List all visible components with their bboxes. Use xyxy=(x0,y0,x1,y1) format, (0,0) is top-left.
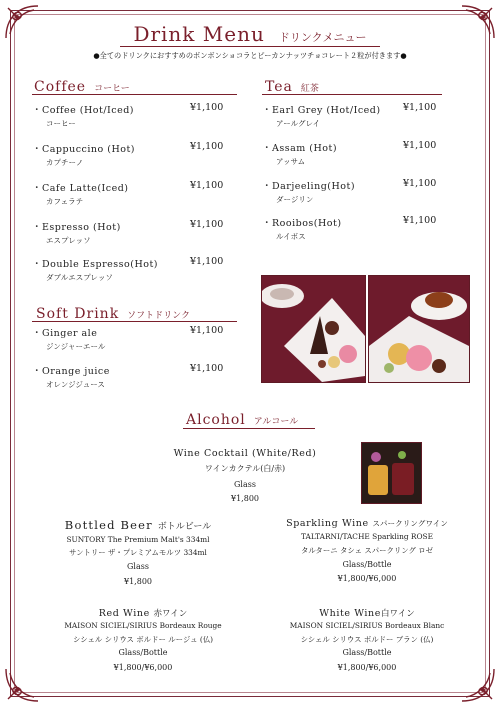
menu-item: ・Coffee (Hot/Iced) コーヒー xyxy=(32,105,134,128)
title-divider xyxy=(120,46,380,47)
cocktail-photo xyxy=(361,442,422,504)
menu-price: ¥1,100 xyxy=(190,256,224,267)
red-wine-title: Red Wine xyxy=(98,608,150,619)
sparkling-title-jp: スパークリングワイン xyxy=(372,519,448,528)
white-wine-price: ¥1,800/¥6,000 xyxy=(337,663,397,672)
menu-item: ・Cafe Latte(Iced) カフェラテ xyxy=(32,183,129,206)
red-wine-unit: Glass/Bottle xyxy=(118,648,168,657)
menu-item: ・Double Espresso(Hot) ダブルエスプレッソ xyxy=(32,259,158,282)
menu-price: ¥1,100 xyxy=(403,178,437,189)
sparkling-price: ¥1,800/¥6,000 xyxy=(337,574,397,583)
white-wine-unit: Glass/Bottle xyxy=(342,648,392,657)
corner-ornament-icon xyxy=(4,667,40,703)
coffee-title: Coffee xyxy=(34,79,87,95)
beer-brand-jp: サントリー ザ・プレミアムモルツ 334ml xyxy=(69,548,207,557)
cocktail-name: Wine Cocktail (White/Red) xyxy=(173,448,317,459)
white-wine-title-jp: 白ワイン xyxy=(381,609,415,619)
menu-price: ¥1,100 xyxy=(190,102,224,113)
alcohol-divider xyxy=(183,428,315,429)
tea-title-jp: 紅茶 xyxy=(300,84,319,94)
coffee-divider xyxy=(32,94,237,95)
title-jp: ドリンクメニュー xyxy=(278,31,367,44)
menu-item: ・Darjeeling(Hot) ダージリン xyxy=(262,181,356,204)
red-wine-price: ¥1,800/¥6,000 xyxy=(113,663,173,672)
white-wine-title: White Wine xyxy=(319,608,381,619)
menu-item: ・Cappuccino (Hot) カプチーノ xyxy=(32,144,135,167)
menu-price: ¥1,100 xyxy=(190,219,224,230)
dessert-photo-2 xyxy=(368,275,470,383)
sparkling-brand: TALTARNI/TACHE Sparkling ROSE xyxy=(300,532,434,541)
white-wine-brand: MAISON SICIEL/SIRIUS Bordeaux Blanc xyxy=(289,621,445,630)
beer-unit: Glass xyxy=(127,562,149,571)
title-en: Drink Menu xyxy=(133,22,265,46)
menu-item: ・Espresso (Hot) エスプレッソ xyxy=(32,222,121,245)
red-wine-brand: MAISON SICIEL/SIRIUS Bordeaux Rouge xyxy=(64,621,222,630)
beer-heading xyxy=(38,518,238,532)
menu-price: ¥1,100 xyxy=(190,325,224,336)
menu-item: ・Ginger ale ジンジャーエール xyxy=(32,328,106,351)
sparkling-unit: Glass/Bottle xyxy=(342,560,392,569)
alcohol-heading xyxy=(186,409,298,428)
menu-price: ¥1,100 xyxy=(190,180,224,191)
sparkling-heading xyxy=(262,518,472,529)
menu-price: ¥1,100 xyxy=(190,141,224,152)
beer-title-jp: ボトルビール xyxy=(157,522,212,532)
soft-drink-heading xyxy=(36,303,190,322)
menu-price: ¥1,100 xyxy=(403,215,437,226)
soft-drink-divider xyxy=(32,321,237,322)
menu-item: ・Assam (Hot) アッサム xyxy=(262,143,338,166)
coffee-heading xyxy=(34,76,130,95)
beer-title: Bottled Beer xyxy=(64,518,153,532)
beer-price: ¥1,800 xyxy=(124,577,152,586)
corner-ornament-icon xyxy=(460,667,496,703)
beer-brand: SUNTORY The Premium Malt's 334ml xyxy=(66,535,210,544)
cocktail-price: ¥1,800 xyxy=(231,494,259,503)
dessert-photo-1 xyxy=(261,275,366,383)
page-title xyxy=(0,22,500,46)
red-wine-heading xyxy=(38,607,248,619)
menu-item: ・Rooibos(Hot) ルイボス xyxy=(262,218,342,241)
tea-title: Tea xyxy=(265,79,293,95)
cocktail-name-jp: ワインカクテル(白/赤) xyxy=(204,464,286,473)
alcohol-title-jp: アルコール xyxy=(253,417,299,427)
white-wine-heading xyxy=(262,607,472,619)
alcohol-title: Alcohol xyxy=(186,412,246,428)
menu-price: ¥1,100 xyxy=(403,102,437,113)
menu-item: ・Orange juice オレンジジュース xyxy=(32,366,110,389)
tea-divider xyxy=(262,94,442,95)
sparkling-title: Sparkling Wine xyxy=(286,518,369,529)
coffee-title-jp: コーヒー xyxy=(94,84,130,94)
soft-drink-title: Soft Drink xyxy=(36,306,120,322)
notice-text: ●全てのドリンクにおすすめのボンボンショコラとピーカンナッツチョコレート２粒が付きます● xyxy=(93,51,407,60)
cocktail-unit: Glass xyxy=(234,480,256,489)
menu-price: ¥1,100 xyxy=(403,140,437,151)
menu-price: ¥1,100 xyxy=(190,363,224,374)
soft-drink-title-jp: ソフトドリンク xyxy=(127,311,190,321)
tea-heading xyxy=(265,76,319,95)
sparkling-brand-jp: タルターニ タシェ スパークリング ロゼ xyxy=(300,546,434,555)
red-wine-title-jp: 赤ワイン xyxy=(153,609,188,619)
red-wine-brand-jp: シシェル シリウス ボルドー ルージュ (仏) xyxy=(73,635,213,644)
menu-item: ・Earl Grey (Hot/Iced) アールグレイ xyxy=(262,105,381,128)
white-wine-brand-jp: シシェル シリウス ボルドー ブラン (仏) xyxy=(300,635,434,644)
